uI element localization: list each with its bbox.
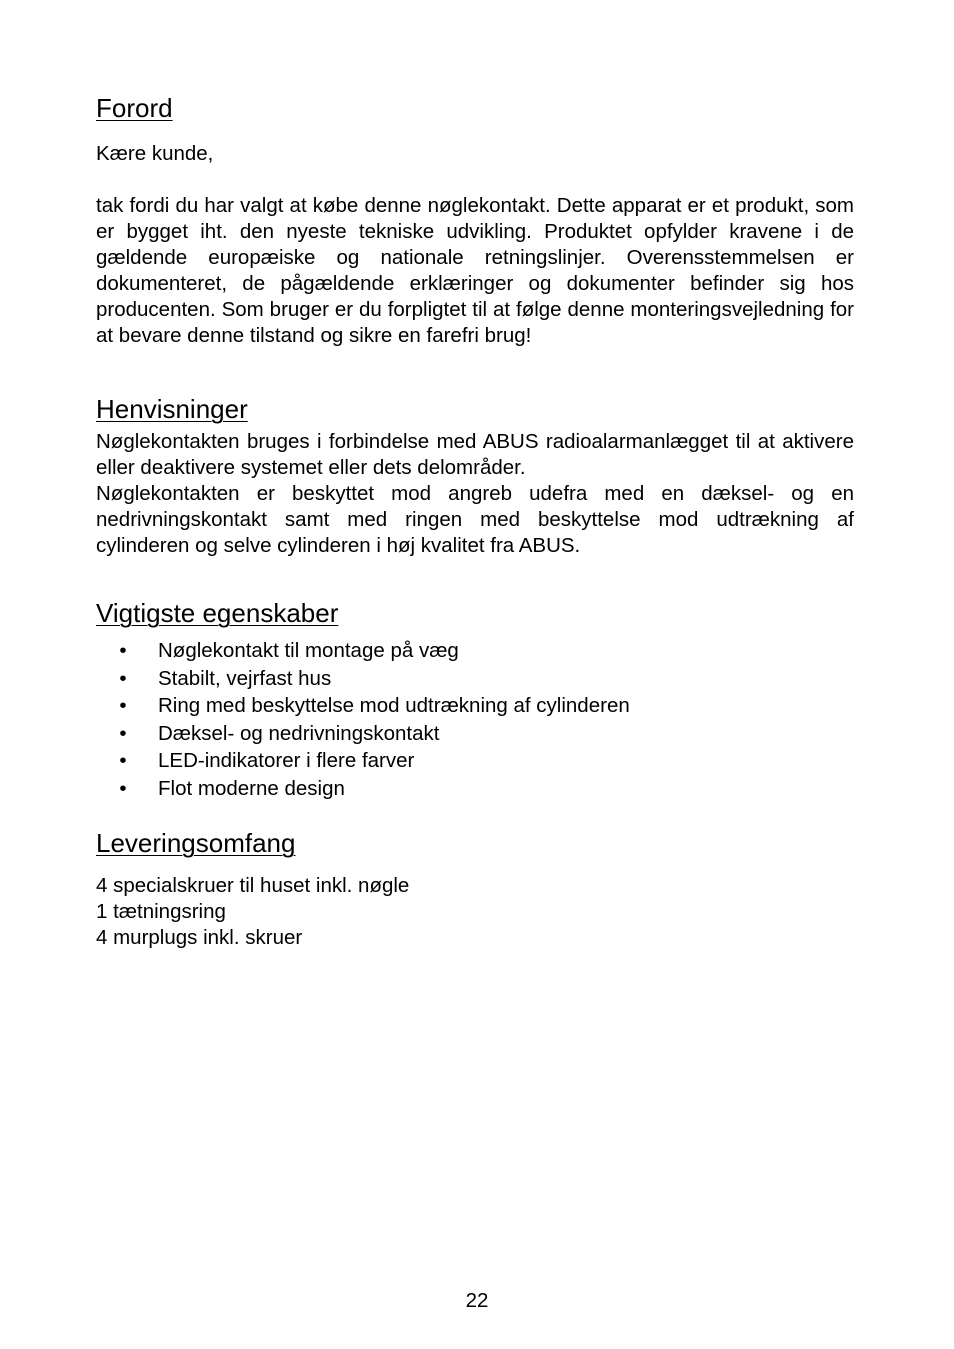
page-number: 22 <box>465 1289 489 1312</box>
list-item <box>96 747 854 775</box>
bullet-icon: • <box>119 666 127 690</box>
list-item-text: Flot moderne design <box>158 776 345 800</box>
bullet-icon: • <box>119 776 127 800</box>
heading-leveringsomfang: Leveringsomfang <box>96 828 296 858</box>
list-item-text: Dæksel- og nedrivningskontakt <box>158 721 440 745</box>
intro-paragraph: tak fordi du har valgt at købe denne nøglekontakt. Dette apparat er et produkt, som er bygget iht. den nyeste tekniske udvikling. Produktet opfylder kravene i de gældende europæiske og nationale retningslinjer. Overensstemmelsen er dokumenteret, de pågældende erklæringer og dokumenter befinder sig hos producenten. Som bruger er du forpligtet til at følge denne monteringsvejledning for at bevare denne tilstand og sikre en farefri brug! <box>96 194 854 347</box>
list-item-text: Nøglekontakt til montage på væg <box>158 639 459 662</box>
list-item <box>96 665 854 693</box>
list-item <box>96 692 854 720</box>
bullet-icon: • <box>119 639 127 662</box>
list-item <box>96 720 854 748</box>
document-page <box>96 92 854 951</box>
bullet-icon: • <box>119 749 127 772</box>
henvisninger-paragraph-1: Nøglekontakten bruges i forbindelse med ABUS radioalarmanlægget til at aktivere eller deaktivere systemet eller dets delområder. <box>96 430 854 479</box>
delivery-item: 1 tætningsring <box>96 900 226 923</box>
list-item <box>96 637 854 665</box>
heading-egenskaber: Vigtigste egenskaber <box>96 598 339 628</box>
greeting-text: Kære kunde, <box>96 142 214 165</box>
heading-forord: Forord <box>96 93 173 123</box>
delivery-list <box>96 873 854 951</box>
bullet-icon: • <box>119 721 127 745</box>
list-item <box>96 775 854 803</box>
list-item-text: Ring med beskyttelse mod udtrækning af cylinderen <box>158 694 630 717</box>
henvisninger-paragraph-2: Nøglekontakten er beskyttet mod angreb udefra med en dæksel- og en nedrivningskontakt samt med ringen med beskyttelse mod udtrækning af cylinderen og selve cylinderen i høj kvalitet fra ABUS. <box>96 482 854 557</box>
heading-henvisninger: Henvisninger <box>96 394 248 424</box>
list-item-text: LED-indikatorer i flere farver <box>158 749 415 772</box>
delivery-item: 4 specialskruer til huset inkl. nøgle <box>96 874 410 897</box>
delivery-item: 4 murplugs inkl. skruer <box>96 926 303 949</box>
list-item-text: Stabilt, vejrfast hus <box>158 666 332 690</box>
features-list <box>96 637 854 802</box>
bullet-icon: • <box>119 694 127 717</box>
